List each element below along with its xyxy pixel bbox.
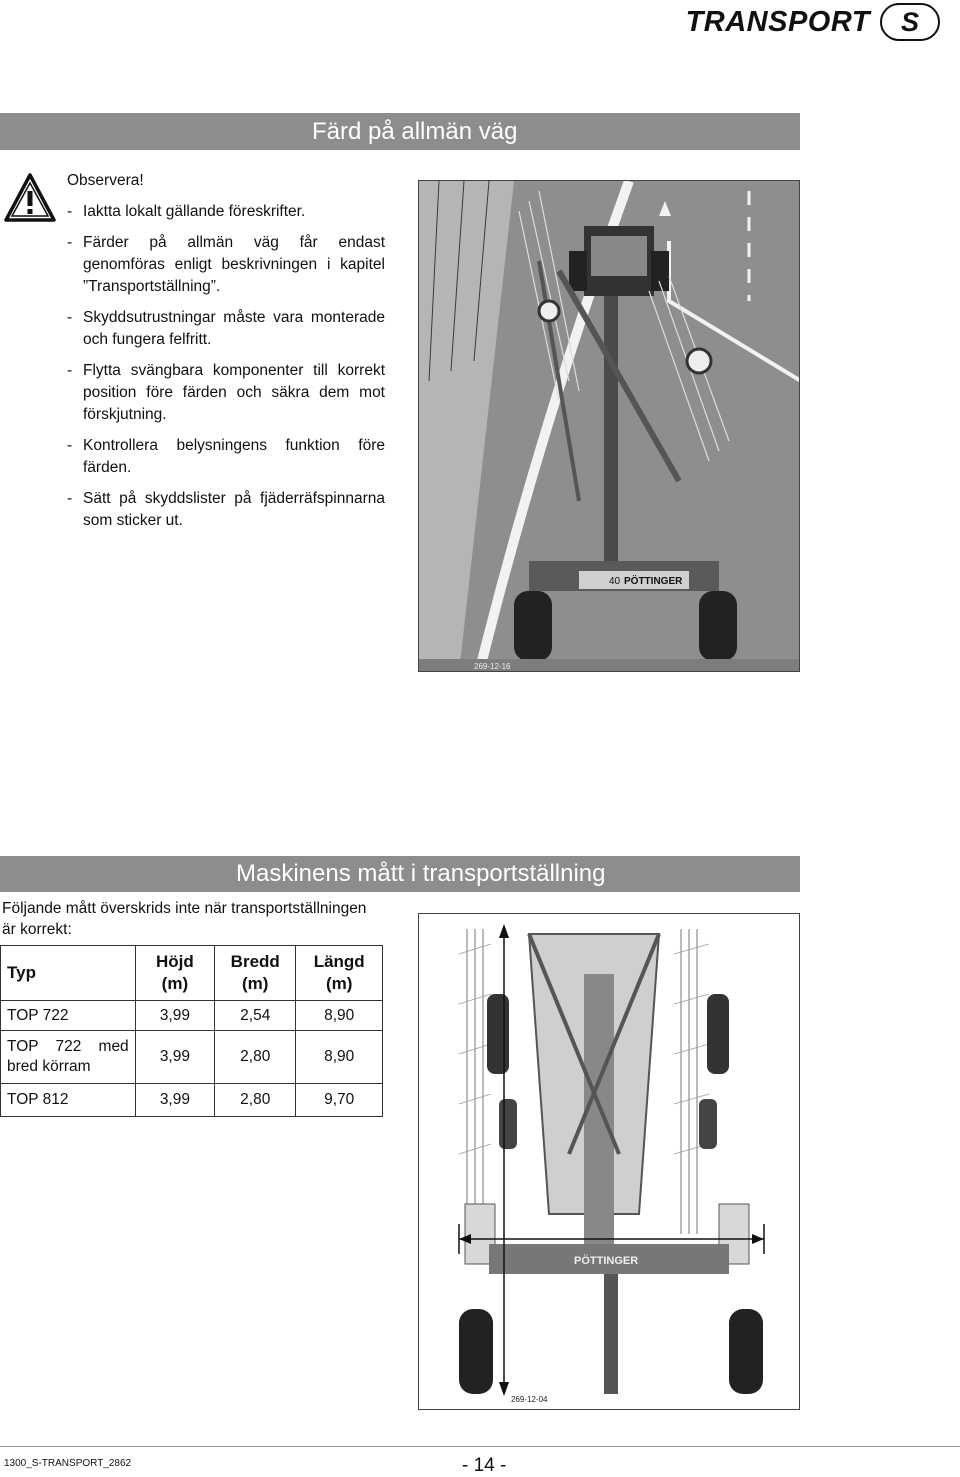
brand-plate: PÖTTINGER: [624, 576, 683, 587]
table-cell: TOP 722 med bred körram: [1, 1031, 136, 1084]
column-header: Höjd (m): [135, 946, 214, 1001]
warning-notes: [67, 170, 385, 541]
column-header: Längd (m): [296, 946, 383, 1001]
section-heading: Maskinens mått i transportställning: [236, 860, 606, 887]
table-cell: 8,90: [296, 1001, 383, 1031]
note-item: - Kontrollera belysningens funktion före färden.: [67, 435, 385, 479]
table-cell: 2,54: [215, 1001, 296, 1031]
warning-triangle-icon: [4, 172, 56, 224]
note-item: - Färder på allmän väg får endast genomföras enligt beskrivningen i kapitel ”Transportställning”.: [67, 232, 385, 298]
table-cell: 3,99: [135, 1084, 214, 1117]
transport-photo: [418, 180, 800, 672]
table-header-row: [1, 946, 383, 1001]
table-cell: 2,80: [215, 1031, 296, 1084]
table-row: [1, 1001, 383, 1031]
section-heading-bar: [0, 856, 800, 892]
table-cell: TOP 722: [1, 1001, 136, 1031]
photo-code: 269-12-04: [511, 1395, 548, 1404]
table-cell: 2,80: [215, 1084, 296, 1117]
table-cell: TOP 812: [1, 1084, 136, 1117]
page-header-title: TRANSPORT: [685, 6, 870, 38]
road-transport-illustration: [419, 181, 800, 672]
brand-plate: PÖTTINGER: [574, 1255, 639, 1267]
speed-plate: 40: [609, 576, 621, 587]
note-item: - Skyddsutrustningar måste vara monterade och fungera felfritt.: [67, 307, 385, 351]
table-cell: 3,99: [135, 1001, 214, 1031]
photo-code: 269-12-16: [474, 662, 511, 671]
column-header: Typ: [1, 946, 136, 1001]
note-item: - Iaktta lokalt gällande föreskrifter.: [67, 201, 385, 223]
section-heading: Färd på allmän väg: [312, 118, 518, 145]
dimensions-intro: Följande mått överskrids inte när transportställningen är korrekt:: [2, 900, 367, 938]
note-item: - Flytta svängbara komponenter till korrekt position före färden och säkra dem mot förskjutning.: [67, 360, 385, 426]
footer-divider: [0, 1446, 960, 1447]
column-header: Bredd (m): [215, 946, 296, 1001]
table-cell: 9,70: [296, 1084, 383, 1117]
section-heading-bar: [0, 113, 800, 150]
section-letter-badge: [880, 3, 940, 41]
note-item: - Sätt på skyddslister på fjäderräfspinnarna som sticker ut.: [67, 488, 385, 532]
warning-title: Observera!: [67, 172, 144, 189]
dimensions-photo: [418, 913, 800, 1410]
section-letter: S: [900, 6, 919, 37]
table-cell: 8,90: [296, 1031, 383, 1084]
table-cell: 3,99: [135, 1031, 214, 1084]
machine-rear-illustration: [419, 914, 800, 1410]
table-row: [1, 1084, 383, 1117]
page-number: - 14 -: [462, 1455, 507, 1476]
table-row: [1, 1031, 383, 1084]
dimensions-table: [0, 945, 383, 1117]
footer-doc-code: 1300_S-TRANSPORT_2862: [4, 1458, 132, 1469]
